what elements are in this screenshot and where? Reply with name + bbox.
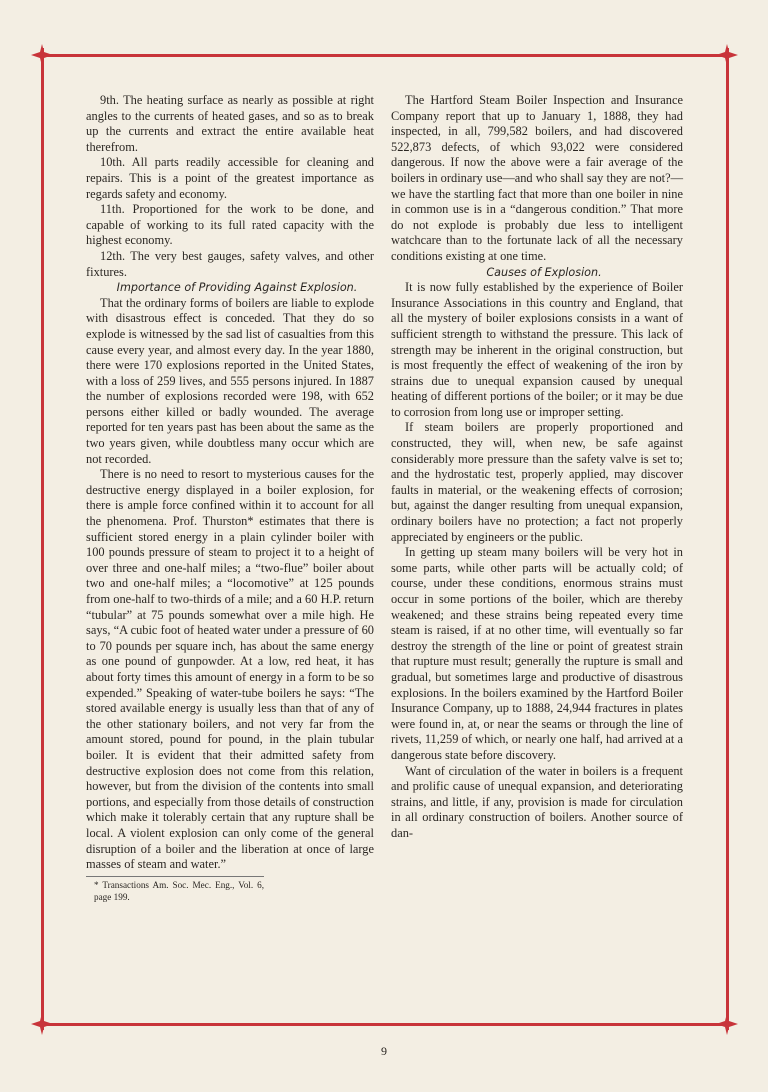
paragraph: The Hartford Steam Boiler Inspection and Insurance Company report that up to January 1, 1888, they had inspected, in all, 799,582 boilers, and had discovered 522,873 defects, of which 93,022 were considered dangerous. If now the above were a fair average of the boilers in ordinary use—and who shall say they are not?—we have the startling fact that more than one boiler in nine in common use is in a “dangerous condition.” That more do not explode is probably due less to intelligent watchcare than to the fortunate lack of all the necessary conditions existing at one time.: [391, 93, 683, 263]
paragraph: Want of circulation of the water in boilers is a frequent and prolific cause of unequal expansion, and deteriorating strains, and little, if any, provision is made for circulation in all ordinary construction of boilers. Another source of dan-: [391, 763, 683, 840]
border-left-line: [41, 48, 44, 1030]
corner-ornament-top-right-icon: [716, 44, 738, 66]
list-item-9th: 9th. The heating surface as nearly as possible at right angles to the currents of heated gases, and so as to break up the currents and extract the entire available heat therefrom.: [86, 93, 374, 154]
page-number: 9: [381, 1044, 387, 1058]
corner-ornament-bottom-right-icon: [716, 1013, 738, 1035]
footnote: * Transactions Am. Soc. Mec. Eng., Vol. 6, page 199.: [86, 876, 264, 903]
section-heading-explosion: Importance of Providing Against Explosion.: [116, 281, 358, 295]
corner-ornament-top-left-icon: [31, 44, 53, 66]
border-right-line: [726, 48, 729, 1030]
right-column: [391, 93, 683, 842]
border-bottom-line: [38, 1023, 731, 1026]
section-heading-causes: Causes of Explosion.: [486, 265, 602, 279]
list-item-10th: 10th. All parts readily accessible for cleaning and repairs. This is a point of the greatest importance as regards safety and economy.: [86, 155, 374, 201]
list-item-11th: 11th. Proportioned for the work to be done, and capable of working to its full rated capacity with the highest economy.: [86, 202, 374, 248]
paragraph: It is now fully established by the experience of Boiler Insurance Associations in this country and England, that all the mystery of boiler explosions consists in a want of sufficient strength to withstand the pressure. This lack of strength may be inherent in the original construction, but is most frequently the effect of weakening of the iron by strains due to unequal expansion caused by unequal heating of different portions of the boiler; or it may be due to corrosion from long use or improper setting.: [391, 280, 683, 419]
corner-ornament-bottom-left-icon: [31, 1013, 53, 1035]
left-column: [86, 93, 374, 903]
border-top-line: [38, 54, 731, 57]
paragraph: In getting up steam many boilers will be very hot in some parts, while other parts will be actually cold; of course, under these conditions, enormous strains must occur in some portions of the boiler, which are thereby weakened; and these strains being repeated every time steam is raised, if at no other time, will eventually so far destroy the strength of the line or point of greatest strain that rupture must result; generally the rupture is small and gradual, but sometimes large and productive of disastrous explosions. In the boilers examined by the Hartford Boiler Insurance Company, up to 1888, 24,944 fractures in plates were found in, at, or near the seams or through the line of rivets, 11,259 of which, or nearly one half, had arrived at a dangerous state before discovery.: [391, 545, 683, 762]
paragraph: If steam boilers are properly proportioned and constructed, they will, when new, be safe against considerably more pressure than the safety valve is set to; and the hydrostatic test, properly applied, may discover faults in material, or the weakening effects of corrosion; but, against the danger resulting from unequal expansion, ordinary boilers have no protection; a fact not properly appreciated by engineers or the public.: [391, 420, 683, 544]
list-item-12th: 12th. The very best gauges, safety valves, and other fixtures.: [86, 248, 374, 279]
paragraph: There is no need to resort to mysterious causes for the destructive energy displayed in a boiler explosion, for there is ample force confined within it to account for all the phenomena. Prof. Thurston* estimates that there is sufficient stored energy in a plain cylinder boiler with 100 pounds pressure of steam to project it to a height of over three and one-half miles; a “two-flue” boiler about two and one-half miles; a “locomotive” at 125 pounds from one-half to two-thirds of a mile; and a 60 H.P. return “tubular” at 75 pounds somewhat over a mile high. He says, “A cubic foot of heated water under a pressure of 60 to 70 pounds per square inch, has about the same energy as one pound of gunpowder. At a low, red heat, it has about forty times this amount of energy in a form to be so expended.” Speaking of water-tube boilers he says: “The stored available energy is usually less than that of any of the other stationary boilers, and not very far from the amount stored, pound for pound, in the plain tubular boiler. It is evident that their admitted safety from destructive explosion does not come from this relation, however, but from the division of the contents into small portions, and especially from those details of construction which make it tolerably certain that any rupture shall be local. A violent explosion can only come of the general disruption of a boiler and the liberation at once of large masses of steam and water.”: [86, 467, 374, 872]
paragraph: That the ordinary forms of boilers are liable to explode with disastrous effect is conceded. That they do so explode is witnessed by the sad list of casualties from this cause every year, and almost every day. In the year 1880, there were 170 explosions reported in the United States, with a loss of 259 lives, and 555 persons injured. In 1887 the number of explosions recorded were 198, with 652 persons either killed or badly wounded. The average reported for ten years past has been about the same as the two years given, while doubtless many occur which are not recorded.: [86, 295, 374, 466]
